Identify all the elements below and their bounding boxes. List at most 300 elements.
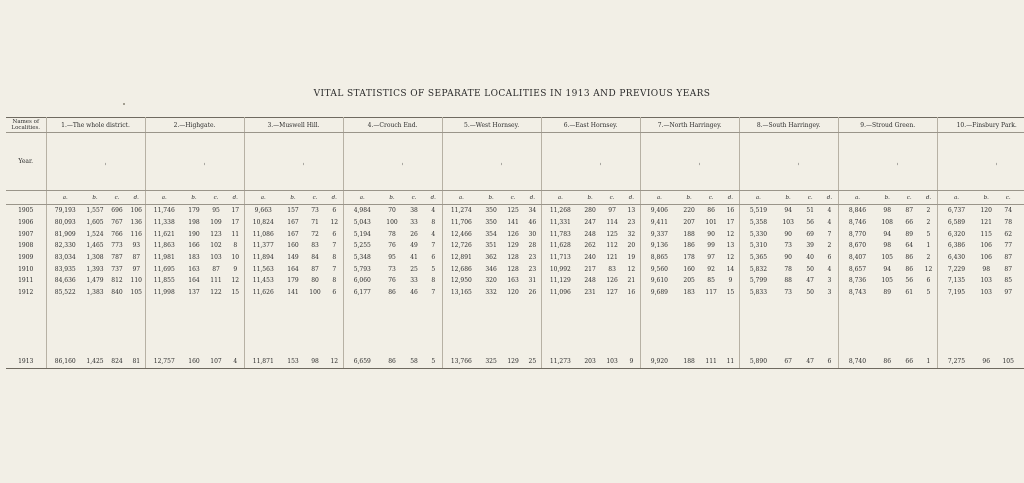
- column-header-deaths-under: [920, 133, 937, 191]
- table-cell: 247: [584, 219, 596, 227]
- table-cell: 6,386: [947, 242, 966, 250]
- table-cell: 117: [705, 289, 717, 297]
- table-cell: 103: [601, 356, 623, 369]
- table-cell: 164: [287, 265, 299, 273]
- table-cell: 87: [128, 252, 145, 264]
- table-cell: 71: [311, 219, 319, 227]
- table-cell: 40: [806, 254, 814, 262]
- locality-header: 4.—Crouch End.: [343, 118, 442, 133]
- table-cell: 85: [707, 277, 715, 285]
- column-header-births: [876, 133, 898, 191]
- column-header-label: [919, 139, 920, 186]
- table-cell: 183: [683, 289, 695, 297]
- table-cell: 5: [425, 263, 442, 275]
- spacer-cell: [937, 299, 975, 356]
- table-cell: 362: [485, 254, 497, 262]
- table-cell: 64: [905, 242, 914, 250]
- table-cell: 73: [388, 265, 396, 273]
- table-cell: 6,659: [343, 356, 381, 369]
- column-header-population: [442, 133, 480, 191]
- table-cell: 90: [707, 230, 715, 238]
- table-cell: 46: [410, 289, 418, 297]
- column-header-population: [46, 133, 84, 191]
- column-header-label: [995, 140, 997, 185]
- table-cell: 12: [326, 356, 343, 369]
- column-header-births: [579, 133, 601, 191]
- table-cell: 5,365: [749, 254, 768, 262]
- table-row: [6, 240, 1024, 252]
- table-cell: 86: [905, 254, 914, 262]
- column-header-deaths-under: [227, 133, 244, 191]
- table-cell: 141: [507, 219, 519, 227]
- table-cell: 46: [524, 217, 541, 229]
- table-cell: 163: [507, 277, 519, 285]
- table-cell: 126: [606, 277, 618, 285]
- table-cell: 231: [584, 289, 596, 297]
- table-cell: 5,255: [353, 242, 371, 250]
- table-cell: 11,998: [153, 289, 175, 297]
- table-cell: 198: [188, 219, 200, 227]
- table-cell: 6: [326, 205, 343, 217]
- table-cell: 98: [883, 242, 892, 250]
- table-cell: 73: [311, 207, 319, 215]
- locality-header: 9.—Stroud Green.: [838, 118, 937, 133]
- table-row: [6, 228, 1024, 240]
- table-cell: 6: [821, 356, 838, 369]
- table-cell: 47: [806, 277, 814, 285]
- table-cell: 9,136: [650, 242, 668, 250]
- year-letter-cell: [6, 191, 46, 205]
- column-letter: c.: [304, 191, 326, 205]
- table-cell: 14: [722, 263, 739, 275]
- table-cell: 121: [980, 219, 992, 227]
- table-row: [6, 356, 1024, 369]
- year-cell: 1907: [6, 228, 46, 240]
- table-cell: [1019, 263, 1024, 275]
- table-cell: 824: [106, 356, 128, 369]
- table-cell: 11,331: [549, 219, 571, 227]
- spacer-cell: [480, 299, 502, 356]
- table-cell: 85,522: [54, 289, 76, 297]
- table-cell: 5: [920, 287, 937, 299]
- column-header-deaths-under: [722, 133, 739, 191]
- table-cell: 97: [608, 207, 616, 215]
- table-cell: 11,628: [549, 242, 571, 250]
- column-header-births: [84, 133, 106, 191]
- column-letter: b.: [678, 191, 700, 205]
- table-cell: 12,686: [450, 265, 472, 273]
- column-letter: d.: [326, 191, 343, 205]
- table-cell: 183: [188, 254, 200, 262]
- table-cell: 78: [784, 265, 792, 273]
- table-cell: 25: [410, 265, 418, 273]
- spacer-cell: [777, 299, 799, 356]
- spacer-cell: [541, 299, 579, 356]
- table-cell: 129: [502, 356, 524, 369]
- column-letter: c.: [601, 191, 623, 205]
- table-cell: 11,621: [153, 230, 175, 238]
- table-cell: 11,096: [549, 289, 571, 297]
- table-cell: 82,330: [54, 242, 76, 250]
- table-cell: 73: [784, 289, 792, 297]
- table-cell: 354: [485, 230, 497, 238]
- table-cell: 350: [485, 207, 497, 215]
- column-letter: b.: [777, 191, 799, 205]
- table-cell: 106: [980, 254, 992, 262]
- table-cell: 9,337: [650, 230, 668, 238]
- table-cell: 220: [683, 207, 695, 215]
- table-cell: 167: [287, 230, 299, 238]
- table-cell: 190: [188, 230, 200, 238]
- column-header-deaths-all: [403, 133, 425, 191]
- spacer-cell: [145, 299, 183, 356]
- table-cell: 74: [1004, 207, 1013, 215]
- table-cell: 7,135: [947, 277, 966, 285]
- locality-header: 10.—Finsbury Park.: [937, 118, 1024, 133]
- column-header-population: [838, 133, 876, 191]
- table-cell: 9: [623, 356, 640, 369]
- column-header-births: [381, 133, 403, 191]
- spacer-cell: [442, 299, 480, 356]
- column-header-deaths-all: [700, 133, 722, 191]
- column-header-label: [325, 139, 326, 186]
- table-cell: 12: [722, 228, 739, 240]
- column-header-deaths-all: [898, 133, 920, 191]
- table-cell: 7: [326, 263, 343, 275]
- table-cell: 79,193: [54, 207, 76, 215]
- table-row: [6, 217, 1024, 229]
- table-cell: 80,093: [54, 219, 76, 227]
- table-cell: 5,890: [739, 356, 777, 369]
- table-cell: 76: [388, 277, 396, 285]
- table-cell: 95: [388, 254, 396, 262]
- table-cell: 1,425: [84, 356, 106, 369]
- table-cell: 50: [806, 289, 814, 297]
- table-cell: 137: [188, 289, 200, 297]
- table-cell: 1,393: [86, 265, 104, 273]
- table-cell: [1019, 287, 1024, 299]
- table-cell: 9,689: [650, 289, 668, 297]
- locality-header: 1.—The whole district.: [46, 118, 145, 133]
- table-cell: 8,743: [848, 289, 867, 297]
- table-cell: 87: [212, 265, 220, 273]
- table-cell: 86: [707, 207, 715, 215]
- spacer-cell: [205, 299, 227, 356]
- spacer-cell: [1019, 299, 1024, 356]
- table-cell: 351: [485, 242, 497, 250]
- table-cell: 8,740: [838, 356, 876, 369]
- column-header-deaths-under: [1019, 133, 1024, 191]
- table-cell: 153: [282, 356, 304, 369]
- column-header-label: [302, 140, 304, 185]
- table-cell: 126: [507, 230, 519, 238]
- table-cell: 6,430: [947, 254, 966, 262]
- column-header-population: [739, 133, 777, 191]
- table-cell: 262: [584, 242, 596, 250]
- column-header-deaths-all: [502, 133, 524, 191]
- table-cell: 78: [388, 230, 396, 238]
- table-cell: 5: [920, 228, 937, 240]
- table-cell: 123: [210, 230, 222, 238]
- table-cell: 66: [905, 219, 914, 227]
- table-cell: 9,560: [650, 265, 668, 273]
- table-cell: 7: [425, 240, 442, 252]
- table-cell: 11,863: [153, 242, 175, 250]
- table-cell: 13,165: [450, 289, 472, 297]
- table-cell: 787: [111, 254, 123, 262]
- table-cell: 10,992: [549, 265, 571, 273]
- column-letter: a.: [739, 191, 777, 205]
- column-header-deaths-all: [304, 133, 326, 191]
- table-cell: 86,160: [46, 356, 84, 369]
- table-cell: 840: [111, 289, 123, 297]
- table-cell: 11,981: [153, 254, 175, 262]
- table-cell: 11,894: [252, 254, 274, 262]
- table-cell: 4,984: [353, 207, 371, 215]
- table-cell: 6: [326, 228, 343, 240]
- table-cell: 12,757: [145, 356, 183, 369]
- table-cell: 8: [425, 275, 442, 287]
- table-cell: 33: [410, 219, 418, 227]
- table-cell: 12,466: [450, 230, 472, 238]
- table-cell: 94: [784, 207, 792, 215]
- table-cell: 6,177: [353, 289, 371, 297]
- table-cell: 8,736: [848, 277, 867, 285]
- table-cell: 11,855: [153, 277, 175, 285]
- column-letter: a.: [937, 191, 975, 205]
- spacer-cell: [920, 299, 937, 356]
- year-cell: 1905: [6, 205, 46, 217]
- table-cell: 11,626: [252, 289, 274, 297]
- table-cell: 11,695: [153, 265, 175, 273]
- column-header-births: [678, 133, 700, 191]
- table-cell: 56: [806, 219, 814, 227]
- table-cell: 5,799: [749, 277, 768, 285]
- table-cell: 89: [883, 289, 892, 297]
- table-cell: 84: [311, 254, 319, 262]
- table-cell: 106: [128, 205, 145, 217]
- table-cell: 5: [425, 356, 442, 369]
- column-letter: b.: [282, 191, 304, 205]
- column-header-births: [975, 133, 997, 191]
- column-header-deaths-under: [524, 133, 541, 191]
- column-header-deaths-all: [205, 133, 227, 191]
- table-cell: 141: [287, 289, 299, 297]
- column-header-label: [721, 139, 722, 186]
- table-cell: 120: [507, 289, 519, 297]
- table-cell: 179: [188, 207, 200, 215]
- column-letter: d.: [524, 191, 541, 205]
- table-cell: 97: [128, 263, 145, 275]
- column-header-label: [1018, 139, 1019, 186]
- column-header-label: [622, 139, 623, 186]
- table-cell: 186: [683, 242, 695, 250]
- table-cell: 9,920: [640, 356, 678, 369]
- table-cell: 7: [821, 228, 838, 240]
- table-cell: 136: [128, 217, 145, 229]
- table-cell: 34: [524, 205, 541, 217]
- table-cell: 9: [227, 263, 244, 275]
- table-cell: 97: [707, 254, 715, 262]
- table-cell: 90: [784, 254, 792, 262]
- spacer-cell: [244, 299, 282, 356]
- table-cell: 78: [1004, 219, 1013, 227]
- column-letter: d.: [227, 191, 244, 205]
- table-cell: 111: [700, 356, 722, 369]
- table-cell: [1019, 275, 1024, 287]
- table-cell: 98: [304, 356, 326, 369]
- locality-header-row: [6, 118, 1024, 133]
- table-cell: 70: [388, 207, 396, 215]
- year-cell: 1908: [6, 240, 46, 252]
- table-cell: 4: [425, 228, 442, 240]
- column-letter: b.: [876, 191, 898, 205]
- spacer-cell: [997, 299, 1019, 356]
- table-cell: 32: [623, 228, 640, 240]
- column-header-label: [226, 139, 227, 186]
- table-cell: 99: [707, 242, 715, 250]
- table-cell: 69: [806, 230, 814, 238]
- table-cell: 7,195: [947, 289, 966, 297]
- table-cell: 106: [980, 242, 992, 250]
- column-header-label: [401, 140, 403, 185]
- spacer-cell: [304, 299, 326, 356]
- table-cell: 129: [507, 242, 519, 250]
- column-header-population: [640, 133, 678, 191]
- column-header-deaths-under: [128, 133, 145, 191]
- table-row: [6, 275, 1024, 287]
- table-cell: 248: [584, 277, 596, 285]
- table-cell: 41: [410, 254, 418, 262]
- table-cell: 6: [425, 252, 442, 264]
- table-cell: 49: [410, 242, 418, 250]
- spacer-cell: [898, 299, 920, 356]
- column-letter: d.: [425, 191, 442, 205]
- table-cell: 350: [485, 219, 497, 227]
- table-row: [6, 252, 1024, 264]
- table-cell: 2: [920, 252, 937, 264]
- table-cell: 203: [579, 356, 601, 369]
- spacer-cell: [876, 299, 898, 356]
- table-cell: 105: [881, 277, 893, 285]
- spacer-cell: [381, 299, 403, 356]
- table-cell: 157: [287, 207, 299, 215]
- table-cell: 87: [1004, 265, 1013, 273]
- column-letter: d.: [722, 191, 739, 205]
- column-letter: d.: [623, 191, 640, 205]
- table-cell: 81: [128, 356, 145, 369]
- table-cell: 12: [722, 252, 739, 264]
- column-header-births: [777, 133, 799, 191]
- table-cell: 9,406: [650, 207, 668, 215]
- table-cell: 108: [881, 219, 893, 227]
- table-cell: 86: [876, 356, 898, 369]
- table-cell: 98: [883, 207, 892, 215]
- spacer-cell: [343, 299, 381, 356]
- table-cell: 86: [905, 265, 914, 273]
- column-header-label: [424, 139, 425, 186]
- table-cell: 160: [683, 265, 695, 273]
- table-cell: 11,871: [244, 356, 282, 369]
- spacer-cell: [227, 299, 244, 356]
- spacer-cell: [640, 299, 678, 356]
- column-header-deaths-all: [997, 133, 1019, 191]
- spacer-cell: [700, 299, 722, 356]
- table-cell: 8: [425, 217, 442, 229]
- table-cell: 280: [584, 207, 596, 215]
- table-cell: 109: [210, 219, 222, 227]
- table-cell: 12: [326, 217, 343, 229]
- table-cell: 102: [210, 242, 222, 250]
- table-cell: 767: [111, 219, 123, 227]
- table-cell: 8: [326, 275, 343, 287]
- spacer-cell: [838, 299, 876, 356]
- table-cell: 167: [287, 219, 299, 227]
- table-cell: 15: [722, 287, 739, 299]
- table-cell: 9,411: [650, 219, 668, 227]
- table-cell: 11,338: [153, 219, 175, 227]
- table-cell: 178: [683, 254, 695, 262]
- column-letter: b.: [975, 191, 997, 205]
- table-cell: 115: [980, 230, 992, 238]
- table-cell: 17: [722, 217, 739, 229]
- table-cell: [1019, 252, 1024, 264]
- year-header: Year.: [6, 133, 46, 191]
- table-cell: 23: [623, 217, 640, 229]
- table-cell: 103: [980, 289, 992, 297]
- column-letter: a.: [343, 191, 381, 205]
- column-header-deaths-all: [106, 133, 128, 191]
- table-cell: 9,610: [650, 277, 668, 285]
- table-cell: 26: [410, 230, 418, 238]
- table-cell: 4: [425, 205, 442, 217]
- column-header-deaths-under: [326, 133, 343, 191]
- table-cell: 105: [128, 287, 145, 299]
- table-cell: 812: [111, 277, 123, 285]
- spacer-cell: [84, 299, 106, 356]
- table-cell: 12: [920, 263, 937, 275]
- table-cell: 7: [425, 287, 442, 299]
- column-header-label: [820, 139, 821, 186]
- column-header-population: [937, 133, 975, 191]
- spacer-cell: [678, 299, 700, 356]
- column-letter: c.: [403, 191, 425, 205]
- table-cell: 5,833: [749, 289, 768, 297]
- table-cell: 766: [111, 230, 123, 238]
- table-cell: 5,519: [749, 207, 768, 215]
- table-cell: 16: [722, 205, 739, 217]
- table-cell: 87: [1004, 254, 1013, 262]
- table-cell: 2: [821, 240, 838, 252]
- table-cell: 160: [183, 356, 205, 369]
- table-cell: 2: [920, 205, 937, 217]
- table-cell: 23: [524, 252, 541, 264]
- spacer-cell: [722, 299, 739, 356]
- column-header-births: [282, 133, 304, 191]
- column-header-population: [244, 133, 282, 191]
- table-cell: 1,308: [86, 254, 104, 262]
- page-title: VITAL STATISTICS OF SEPARATE LOCALITIES IN 1913 AND PREVIOUS YEARS: [313, 89, 711, 99]
- table-cell: 4: [821, 217, 838, 229]
- table-row: [6, 287, 1024, 299]
- table-cell: 25: [524, 356, 541, 369]
- table-cell: 93: [128, 240, 145, 252]
- table-cell: 101: [705, 219, 717, 227]
- table-cell: 12,891: [450, 254, 472, 262]
- table-cell: 8,407: [848, 254, 867, 262]
- table-cell: 83: [311, 242, 319, 250]
- column-letter: a.: [46, 191, 84, 205]
